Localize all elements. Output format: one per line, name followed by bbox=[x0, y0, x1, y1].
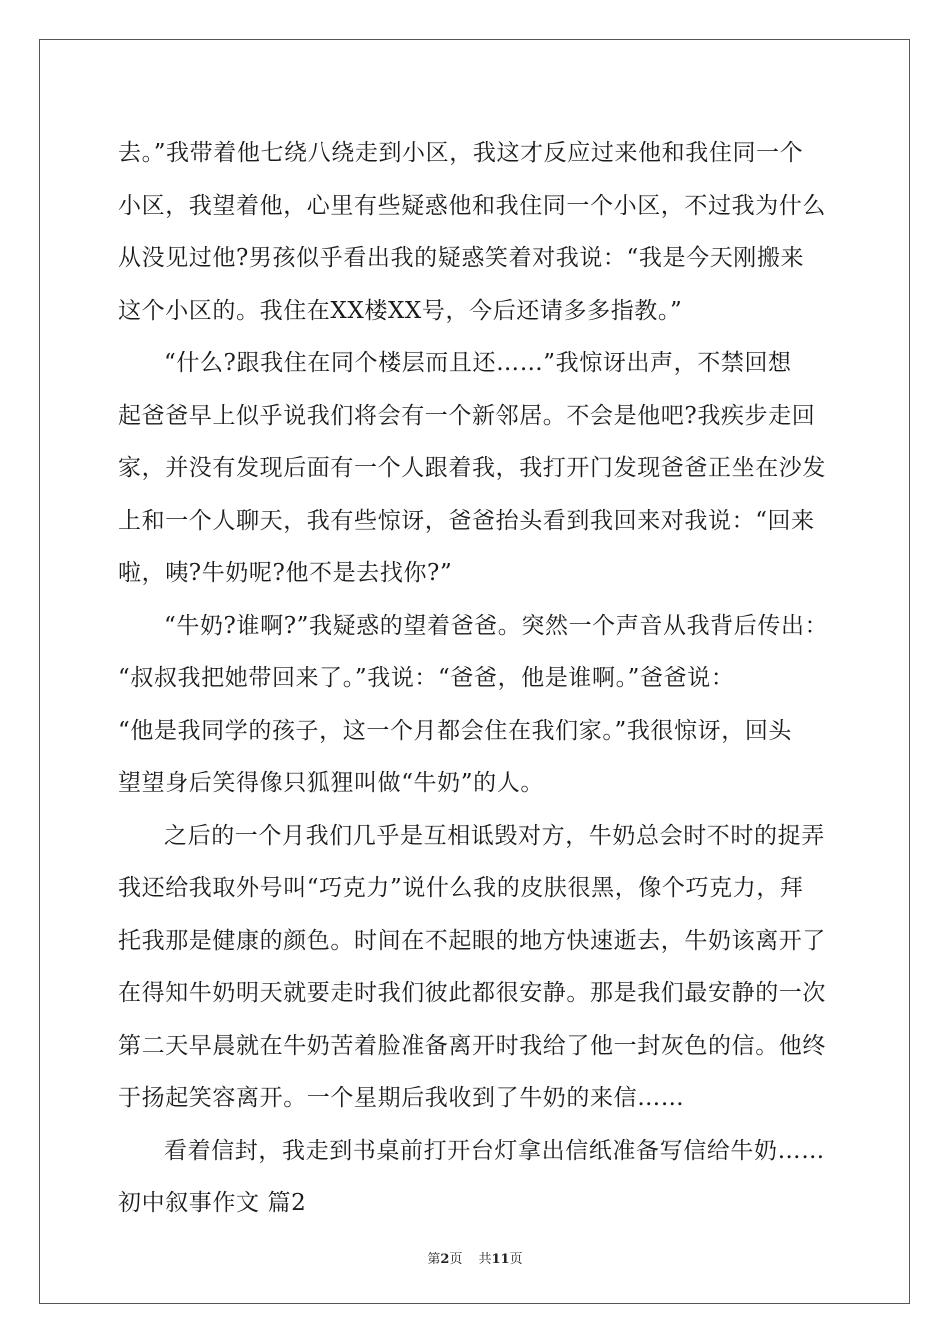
page-footer bbox=[0, 1248, 950, 1267]
text-line: 家，并没有发现后面有一个人跟着我，我打开门发现爸爸正坐在沙发 bbox=[118, 455, 826, 481]
paragraph-start-line: “牛奶?谁啊?”我疑惑的望着爸爸。突然一个声音从我背后传出： bbox=[164, 612, 829, 639]
text-line: 啦，咦?牛奶呢?他不是去找你?” bbox=[118, 560, 453, 586]
text-line: “叔叔我把她带回来了。”我说：“爸爸，他是谁啊。”爸爸说： bbox=[118, 665, 735, 691]
text-line: 小区，我望着他，心里有些疑惑他和我住同一个小区，不过我为什么 bbox=[118, 192, 826, 219]
paragraph-start-line: 看着信封，我走到书桌前打开台灯拿出信纸准备写信给牛奶…… bbox=[164, 1137, 825, 1164]
total-suffix: 页 bbox=[509, 1252, 523, 1267]
page-number: 2 bbox=[440, 1252, 450, 1267]
paragraph-start-line: 之后的一个月我们几乎是互相诋毁对方，牛奶总会时不时的捉弄 bbox=[164, 822, 825, 849]
text-line: 第二天早晨就在牛奶苦着脸准备离开时我给了他一封灰色的信。他终 bbox=[118, 1032, 826, 1059]
text-line: 在得知牛奶明天就要走时我们彼此都很安静。那是我们最安静的一次 bbox=[118, 980, 826, 1006]
page-prefix: 第 bbox=[427, 1252, 441, 1267]
text-line: 这个小区的。我住在XX楼XX号，今后还请多多指教。” bbox=[118, 297, 683, 324]
text-line: 起爸爸早上似乎说我们将会有一个新邻居。不会是他吧?我疾步走回 bbox=[118, 402, 816, 429]
paragraph-start-line: “什么?跟我住在同个楼层而且还……”我惊讶出声，不禁回想 bbox=[164, 350, 792, 376]
document-body bbox=[118, 127, 834, 1230]
text-line: 上和一个人聊天，我有些惊讶，爸爸抬头看到我回来对我说：“回来 bbox=[118, 507, 815, 534]
text-line: 我还给我取外号叫“巧克力”说什么我的皮肤很黑，像个巧克力，拜 bbox=[118, 875, 804, 901]
text-line: 去。”我带着他七绕八绕走到小区，我这才反应过来他和我住同一个 bbox=[118, 140, 804, 166]
total-pages: 11 bbox=[491, 1252, 510, 1267]
page-suffix: 页 bbox=[449, 1252, 463, 1267]
text-line: 从没见过他?男孩似乎看出我的疑惑笑着对我说：“我是今天刚搬来 bbox=[118, 245, 805, 271]
section-heading: 初中叙事作文 篇2 bbox=[118, 1190, 307, 1216]
total-prefix: 共 bbox=[478, 1252, 492, 1267]
text-line: “他是我同学的孩子，这一个月都会住在我们家。”我很惊讶，回头 bbox=[118, 717, 793, 744]
text-line: 于扬起笑容离开。一个星期后我收到了牛奶的来信…… bbox=[118, 1085, 685, 1111]
text-line: 望望身后笑得像只狐狸叫做“牛奶”的人。 bbox=[118, 770, 544, 796]
text-line: 托我那是健康的颜色。时间在不起眼的地方快速逝去，牛奶该离开了 bbox=[118, 927, 826, 954]
